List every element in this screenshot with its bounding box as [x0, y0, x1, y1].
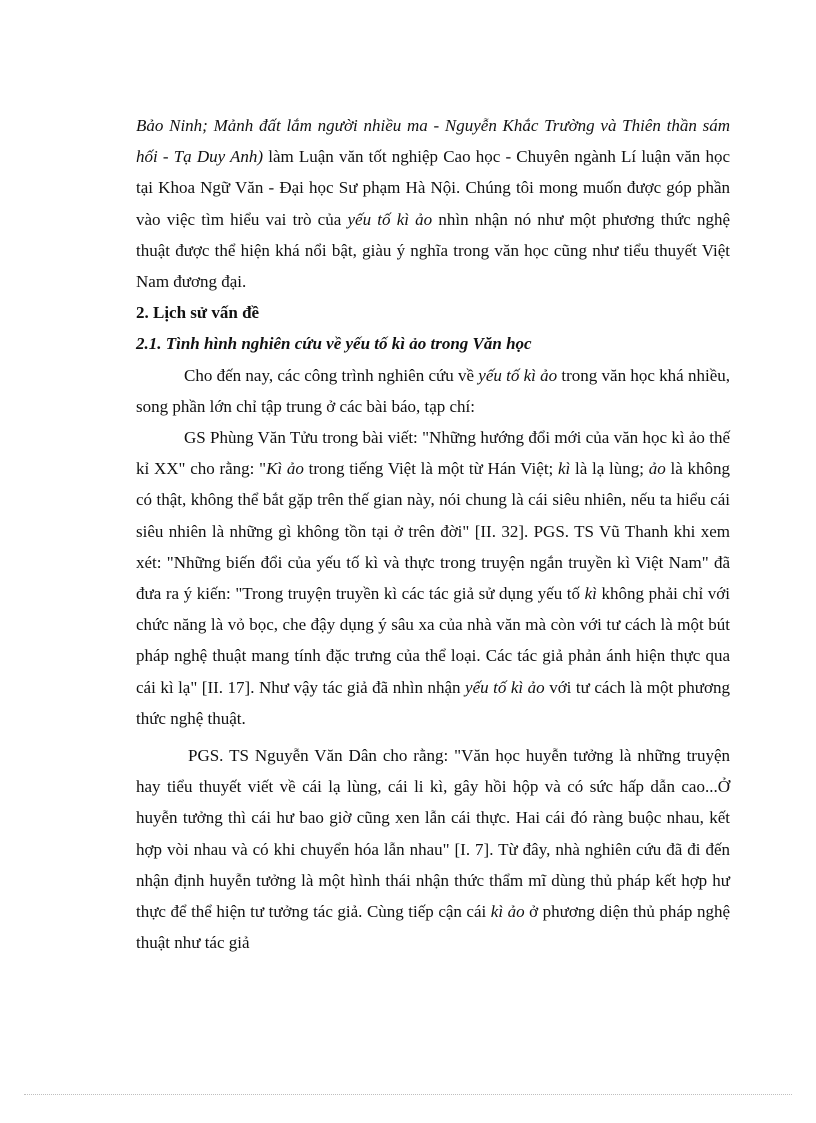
text-run: GS Phùng Văn Tửu trong bài viết: "Những hướng đổi mới của văn học kì ảo thế kỉ XX" cho rằng: " [136, 428, 730, 479]
italic-text: kì ảo [490, 902, 525, 922]
italic-text: kì [558, 459, 571, 479]
text-run: nhìn nhận nó như một phương thức nghệ thuật được thể hiện khá nổi bật, giàu ý nghĩa trong văn học cũng như tiểu thuyết Việt Nam đương đại. [136, 209, 730, 292]
italic-text: yếu tố kì ảo [478, 365, 558, 385]
text-run: 2.1. Tình hình nghiên cứu về yếu tố kì ảo trong Văn học [136, 334, 532, 354]
text-run: là không có thật, không thể bắt gặp trên thế gian này, nói chung là cái siêu nhiên, nếu ta hiểu cái siêu nhiên là những gì không tồn tại ở trên đời" [II. 32]. PGS. TS Vũ Thanh khi xem xét: "Những biến đổi của yếu tố kì và thực trong truyện ngắn truyền kì Việt Nam" đã đưa ra ý kiến: "Trong truyện truyền kì các tác giả sử dụng yếu tố [136, 459, 730, 604]
body-paragraph [136, 740, 730, 958]
text-run: ở phương diện thủ pháp nghệ thuật như tác giả [136, 902, 730, 953]
text-run: với tư cách là một phương thức nghệ thuật. [136, 677, 730, 728]
italic-text: Kì ảo [266, 459, 304, 479]
text-run: là lạ lùng; [570, 459, 649, 479]
section-heading [136, 297, 730, 328]
page-bottom-divider [24, 1094, 792, 1095]
text-run: PGS. TS Nguyễn Văn Dân cho rằng: "Văn học huyễn tưởng là những truyện hay tiểu thuyết viết về cái lạ lùng, cái li kì, gây hồi hộp và có sức hấp dẫn cao...Ở huyễn tưởng thì cái hư bao giờ cũng xen lẫn cái thực. Hai cái đó ràng buộc nhau, kết hợp vòi nhau và có khi chuyển hóa lẫn nhau" [I. 7]. Từ đây, nhà nghiên cứu đã đi đến nhận định huyễn tưởng là một hình thái nhận thức thẩm mĩ dùng thủ pháp kết hợp hư thực để thể hiện tư tưởng tác giả. Cùng tiếp cận cái [136, 746, 730, 922]
italic-text: yếu tố kì ảo [465, 677, 545, 697]
text-run: làm Luận văn tốt nghiệp Cao học - Chuyên ngành Lí luận văn học tại Khoa Ngữ Văn - Đại học Sư phạm Hà Nội. Chúng tôi mong muốn được góp phần vào việc tìm hiểu vai trò của [136, 147, 731, 229]
italic-text: ảo [648, 459, 666, 479]
document-body [136, 110, 730, 958]
body-paragraph [136, 110, 730, 297]
body-paragraph [136, 422, 730, 734]
body-paragraph [136, 360, 730, 422]
subsection-heading [136, 328, 730, 359]
italic-text: yếu tố kì ảo [347, 209, 433, 229]
text-run: không phải chỉ với chức năng là vỏ bọc, che đậy dụng ý sâu xa của nhà văn mà còn với tư cách là một bút pháp nghệ thuật mang tính đặc trưng của thể loại. Các tác giả phản ánh hiện thực qua cái kì lạ" [II. 17]. Như vậy tác giả đã nhìn nhận [136, 584, 731, 697]
text-run: 2. Lịch sử vấn đề [136, 303, 260, 323]
italic-text: kì [584, 584, 597, 604]
italic-text: Bảo Ninh; Mảnh đất lắm người nhiều ma - Nguyễn Khắc Trường và Thiên thần sám hối - Tạ Duy Anh) [136, 116, 730, 167]
text-run: Cho đến nay, các công trình nghiên cứu về [184, 365, 479, 385]
text-run: trong tiếng Việt là một từ Hán Việt; [303, 459, 559, 479]
text-run: trong văn học khá nhiều, song phần lớn chỉ tập trung ở các bài báo, tạp chí: [136, 365, 730, 416]
